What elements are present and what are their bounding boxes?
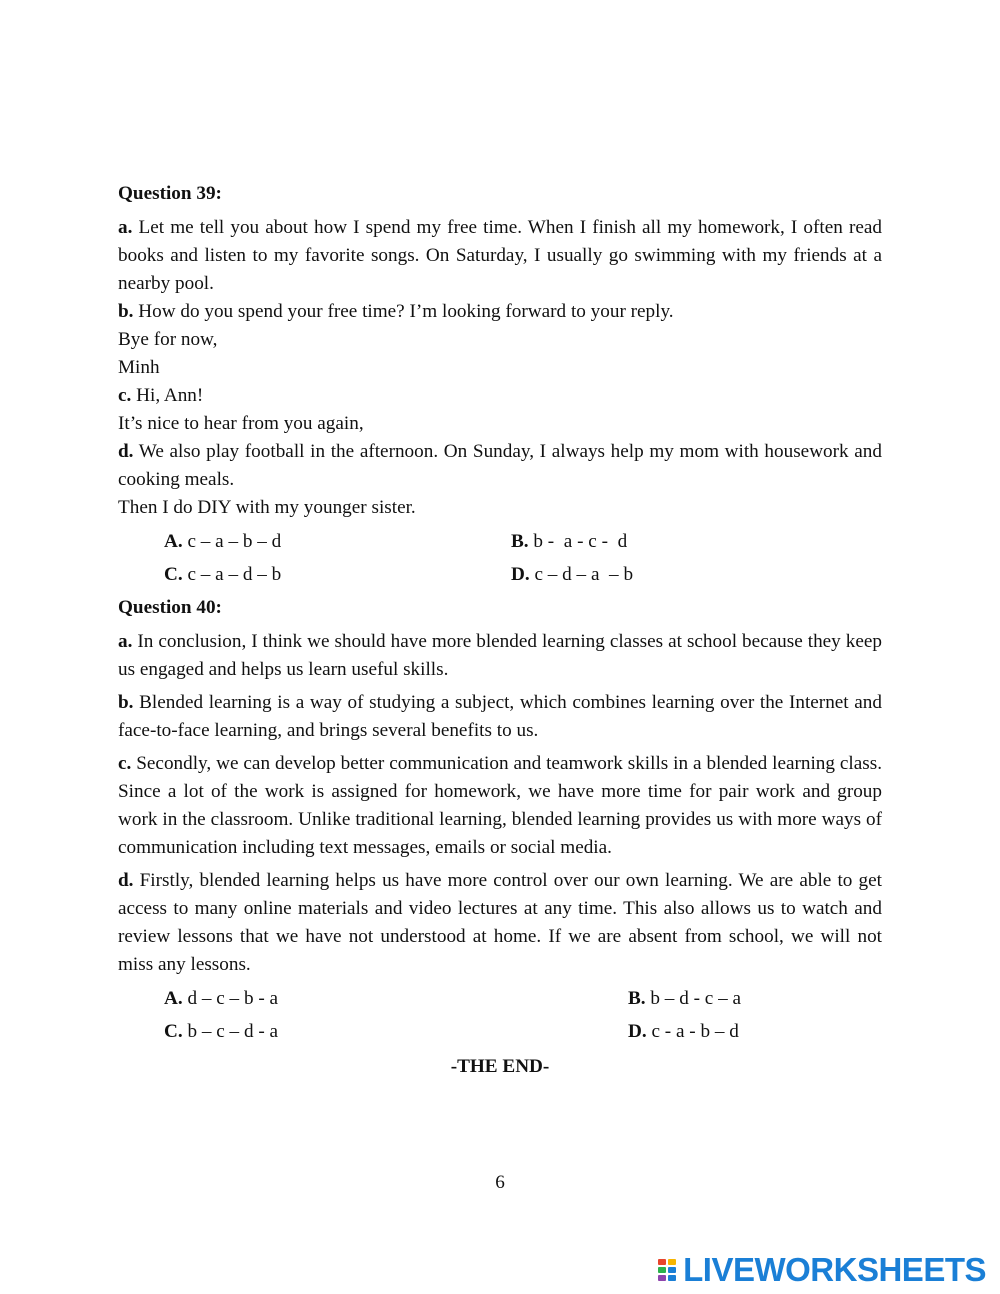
q39-option-b-text: b - a - c - d: [528, 531, 628, 552]
q39-option-c[interactable]: [164, 561, 281, 589]
q39-label-d: d.: [118, 441, 134, 462]
q40-option-d-label: D.: [628, 1021, 647, 1042]
q39-b-closing: Bye for now,: [118, 329, 218, 350]
q39-text-d: We also play football in the afternoon. On Sunday, I always help my mom with housework and cooking meals.: [118, 441, 882, 490]
q40-label-d: d.: [118, 870, 134, 891]
question-40-title: Question 40:: [118, 597, 222, 618]
q39-paragraph-b: [118, 298, 882, 326]
q40-paragraph-a: [118, 628, 882, 684]
question-39: [118, 180, 882, 594]
q39-text-b: How do you spend your free time? I’m looking forward to your reply.: [133, 301, 674, 322]
q40-option-d[interactable]: [628, 1018, 739, 1046]
q39-option-d-label: D.: [511, 564, 530, 585]
q39-b-signature: Minh: [118, 357, 160, 378]
q40-option-a[interactable]: [164, 985, 278, 1013]
q40-label-c: c.: [118, 753, 132, 774]
question-39-title: Question 39:: [118, 183, 222, 204]
q40-option-c-label: C.: [164, 1021, 183, 1042]
q39-option-a[interactable]: [164, 528, 281, 556]
q39-d-line2: Then I do DIY with my younger sister.: [118, 497, 416, 518]
q39-c-line2: It’s nice to hear from you again,: [118, 413, 364, 434]
q40-paragraph-d: [118, 867, 882, 979]
q40-text-a: In conclusion, I think we should have more blended learning classes at school because they keep us engaged and helps us learn useful skills.: [118, 631, 882, 680]
liveworksheets-branding: [658, 1252, 986, 1288]
q39-paragraph-a: [118, 214, 882, 298]
worksheet-page: [118, 180, 882, 1100]
liveworksheets-wordmark: LIVEWORKSHEETS: [683, 1251, 986, 1288]
q40-options-row-2: [118, 1018, 882, 1051]
q40-paragraph-c: [118, 750, 882, 862]
q39-label-a: a.: [118, 217, 133, 238]
the-end-marker: -THE END-: [450, 1056, 550, 1077]
q40-label-a: a.: [118, 631, 133, 652]
q39-option-d-text: c – d – a – b: [529, 564, 634, 585]
q40-text-c: Secondly, we can develop better communication and teamwork skills in a blended learning class. Since a lot of the work is assigned for homework, we have more time for pair work and group work in the classroom. Unlike traditional learning, blended learning provides us with more ways of communication including text messages, emails or social media.: [118, 753, 882, 858]
q39-text-c: Hi, Ann!: [131, 385, 204, 406]
q40-paragraph-b: [118, 689, 882, 745]
q40-options-row-1: [118, 985, 882, 1018]
q39-option-b-label: B.: [511, 531, 529, 552]
q40-option-b[interactable]: [628, 985, 741, 1013]
liveworksheets-logo-icon: [658, 1257, 678, 1283]
q40-option-a-label: A.: [164, 988, 183, 1009]
q39-options: [118, 528, 882, 594]
q40-label-b: b.: [118, 692, 134, 713]
q39-option-a-label: A.: [164, 531, 183, 552]
q39-option-b[interactable]: [511, 528, 627, 556]
q40-option-c-text: b – c – d - a: [182, 1021, 279, 1042]
q39-paragraph-c: [118, 382, 882, 410]
q40-option-b-text: b – d - c – a: [645, 988, 741, 1009]
q40-text-b: Blended learning is a way of studying a subject, which combines learning over the Internet and face-to-face learning, and brings several benefits to us.: [118, 692, 882, 741]
q39-option-c-text: c – a – d – b: [182, 564, 282, 585]
q40-options: [118, 985, 882, 1051]
q40-text-d: Firstly, blended learning helps us have more control over our own learning. We are able to get access to many online materials and video lectures at any time. This also allows us to watch and review lessons that we have not understood at home. If we are absent from school, we will not miss any lessons.: [118, 870, 882, 975]
q39-option-d[interactable]: [511, 561, 633, 589]
q39-option-a-text: c – a – b – d: [182, 531, 282, 552]
q39-text-a: Let me tell you about how I spend my free time. When I finish all my homework, I often read books and listen to my favorite songs. On Saturday, I usually go swimming with my friends at a nearby pool.: [118, 217, 882, 294]
q40-option-b-label: B.: [628, 988, 646, 1009]
q39-option-c-label: C.: [164, 564, 183, 585]
page-number: 6: [495, 1172, 505, 1193]
q39-label-c: c.: [118, 385, 132, 406]
q40-option-c[interactable]: [164, 1018, 278, 1046]
q39-label-b: b.: [118, 301, 134, 322]
q40-option-a-text: d – c – b - a: [182, 988, 279, 1009]
q39-paragraph-d: [118, 438, 882, 494]
q40-option-d-text: c - a - b – d: [646, 1021, 739, 1042]
q39-options-row-2: [118, 561, 882, 594]
q39-options-row-1: [118, 528, 882, 561]
question-40: [118, 594, 882, 1051]
